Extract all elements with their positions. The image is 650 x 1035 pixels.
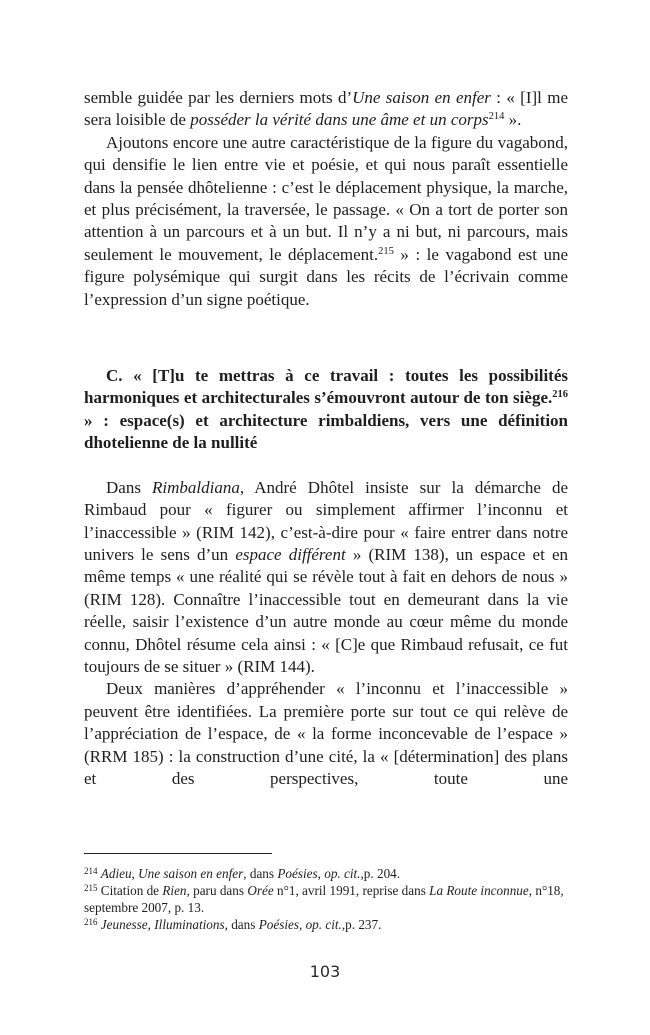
paragraph-2: [84, 132, 568, 311]
italic-title: Adieu, Une saison en enfer: [100, 866, 244, 881]
text: Ajoutons encore une autre caractéristique de la figure du vagabond, qui densifie le lien entre vie et poésie, et qui nous paraît essentielle dans la pensée dhôtelienne : c’est le déplacement physique, la marche, et plus précisément, la traversée, le passage. « On a tort de porter son attention à un parcours et à un but. Il n’y a ni but, ni parcours, mais seulement le mouvement, le déplacement.: [84, 132, 568, 264]
italic-title: Illuminations: [154, 917, 225, 932]
paragraph-4: [84, 678, 568, 790]
italic-title: Rimbaldiana: [152, 477, 240, 497]
text: p. 204.: [363, 866, 401, 881]
text: , André Dhôtel insiste sur la démarche de Rimbaud pour « figurer ou simplement affirmer l’inconnu et l’inaccessible » (RIM 142), c’est-à-dire pour « faire entrer dans notre univers le sens d’un: [84, 477, 568, 564]
footnote-divider: [84, 853, 272, 854]
page-number: 103: [309, 962, 341, 981]
text: » : le vagabond est une figure polysémique qui surgit dans les récits de l’écrivain comme l’expression d’un signe poétique.: [84, 244, 568, 309]
heading-text: » : espace(s) et architecture rimbaldiens, vers une définition dhotelienne de la nullité: [84, 410, 568, 453]
footnote-216: [84, 916, 568, 933]
text: ,: [147, 917, 155, 932]
text: ,: [317, 866, 325, 881]
footnote-ref-214[interactable]: 214: [488, 111, 505, 123]
text: Dans: [106, 477, 153, 497]
text: , dans: [243, 866, 278, 881]
main-text: [84, 87, 568, 790]
footnote-ref-215[interactable]: 215: [378, 245, 394, 257]
text: » (RIM 138), un espace et en même temps « une réalité qui se révèle tout à fait en dehors de nous » (RIM 128). Connaître l’inaccessible tout en demeurant dans la vie réelle, saisir l’existence d’un autre monde au cœur même du monde connu, Dhôtel résume cela ainsi : « [C]e que Rimbaud refusait, ce fut toujours de se situer » (RIM 144).: [84, 544, 568, 676]
text: semble guidée par les derniers mots d’: [84, 88, 353, 107]
paragraph-3: [84, 477, 568, 679]
footnote-215: [84, 882, 568, 916]
italic-title: La Route inconnue: [429, 883, 529, 898]
footnote-number: 214: [84, 866, 98, 876]
text: Deux manières d’appréhender « l’inconnu et l’inaccessible » peuvent être identifiées. La première porte sur tout ce qui relève de l’appréciation de l’espace, de « la forme inconcevable de l’espace » (RRM 185) : la construction d’une cité, la « [détermination] des plans et des perspectives, toute une: [84, 679, 568, 788]
italic-title: Poésies: [277, 866, 318, 881]
text: n°1, avril 1991, reprise dans: [273, 883, 430, 898]
footnote-number: 216: [84, 917, 98, 927]
italic-title: Orée: [247, 883, 274, 898]
italic-title: Une saison en enfer: [352, 88, 491, 107]
italic-title: Jeunesse: [100, 917, 148, 932]
text: : « [I]l me sera loisible de: [84, 88, 568, 130]
italic-title: Poésies, op. cit.,: [258, 917, 346, 932]
paragraph-1: [84, 87, 568, 132]
section-heading: [84, 365, 568, 455]
footnote-number: 215: [84, 883, 98, 893]
italic-quote: posséder la vérité dans une âme et un corps: [190, 110, 489, 130]
text: paru dans: [189, 883, 248, 898]
text: , n°18, septembre 2007, p. 13.: [84, 883, 564, 915]
italic-title: Rien,: [162, 883, 190, 898]
text: ».: [504, 110, 522, 130]
text: , dans: [224, 917, 259, 932]
footnote-214: [84, 865, 568, 882]
text: Citation de: [97, 883, 163, 898]
footnote-ref-216[interactable]: 216: [552, 389, 568, 401]
text: p. 237.: [345, 917, 382, 932]
italic-quote: espace différent: [235, 544, 346, 564]
heading-text: C. « [T]u te mettras à ce travail : toutes les possibilités harmoniques et architecturales s’émouvront autour de ton siège.: [84, 366, 568, 408]
italic-text: op. cit.,: [324, 866, 364, 881]
